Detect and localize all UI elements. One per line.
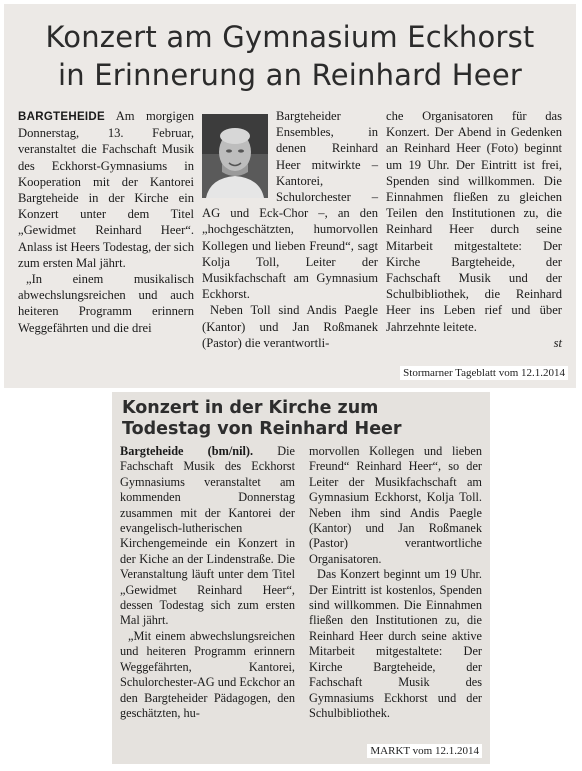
article2-title-line1: Konzert in der Kirche zum [122,398,379,418]
article2-headline [122,398,490,440]
article1-column-2 [202,108,378,351]
article1-column-3 [386,108,562,351]
article2-paragraph: morvollen Kollegen und lieben Freund“ Reinhard Heer“, so der Leiter der Musikfachschaft am Gymnasium Eckhorst, Kolja Toll. Neben ihm sind Andis Paegle (Kantor) und Jan Roßmanek (Pastor) verantwortliche Organisatoren. [309,444,482,566]
article2-column-left [120,444,295,721]
dateline: BARGTEHEIDE [18,111,106,123]
portrait-photo [202,114,268,198]
source-label: MARKT vom 12.1.2014 [367,744,482,758]
article1-paragraph: che Organisatoren für das Konzert. Der Abend in Gedenken an Reinhard Heer (Foto) beginnt um 19 Uhr. Der Eintritt ist frei, Spenden sind willkommen. Die Einnahmen fließen zu gleichen Teilen den Institutionen zu, die Reinhard Heer durch seine Mitarbeit mitgestaltete: Der Kirche Bargteheide, der Fachschaft Musik und der Schulbibliothek, die Reinhard Heer ins Leben rief und über Jahrzehnte leitete. [386,109,562,334]
article1-title-line2: in Erinnerung an Reinhard Heer [58,58,522,92]
article2-title-line2: Todestag von Reinhard Heer [122,419,402,439]
newspaper-clipping-stormarner [4,4,576,388]
article1-paragraph: Neben Toll sind Andis Paegle (Kantor) und Jan Roßmanek (Pastor) die verantwortli- [202,303,378,350]
article2-paragraph: Das Konzert beginnt um 19 Uhr. Der Eintritt ist kostenlos, Spenden sind willkommen. Die Einnahmen fließen den Institutionen zu, die Reinhard Heer durch seine aktive Mitarbeit mitgestaltete: Der Kirche Bargteheide, der Fachschaft Musik des Gymnasiums Eckhorst und der Schulbibliothek. [309,567,482,720]
author-signature: st [553,335,562,350]
newspaper-clipping-markt [112,392,490,764]
portrait-image [202,114,268,198]
article1-body [18,108,562,360]
source-label: Stormarner Tageblatt vom 12.1.2014 [400,366,568,380]
article1-title-line1: Konzert am Gymnasium Eckhorst [45,20,535,54]
article2-column-right [309,444,482,721]
article1-paragraph: Am morgigen Donnerstag, 13. Februar, veranstaltet die Fachschaft Musik des Eckhorst-Gymnasiums in Kooperation mit der Kantorei Bargteheide in der Kirche ein Konzert unter dem Titel „Gewidmet Reinhard Heer“. Anlass ist Heers Todestag, der sich zum ersten Mal jährt. [18,109,194,270]
article2-paragraph: Die Fachschaft Musik des Eckhorst Gymnasiums veranstaltet am kommenden Donnerstag zusammen mit der Kantorei der evangelisch-lutherischen Kirchengemeinde ein Konzert in der Kiche an der Lindenstraße. Die Veranstaltung läuft unter dem Titel „Gewidmet Reinhard Heer“, dessen Todestag sich zum ersten Mal jährt. [120,444,295,628]
article1-column-1 [18,108,194,336]
dateline: Bargteheide (bm/nil). [120,444,254,458]
article2-paragraph: „Mit einem abwechslungsreichen und heiteren Programm erinnern Weggefährten, Kantorei, Schulorchester-AG und Eckchor an den Bargteheider Pädagogen, den geschätzten, hu- [120,628,295,720]
article1-headline [18,18,562,94]
article1-paragraph: „In einem musikalisch abwechslungsreichen und auch heiteren Programm erinnern Weggefährten und die drei [18,272,194,335]
article1-paragraph: Bargteheider Ensembles, in denen Reinhard Heer mitwirkte – Kantorei, Schulorchester – AG und Eck-Chor –, an den „hochgeschätzten, humorvollen Kollegen und lieben Freund“, sagt Kolja Toll, Leiter der Musikfachschaft am Gymnasium Eckhorst. [202,109,378,302]
